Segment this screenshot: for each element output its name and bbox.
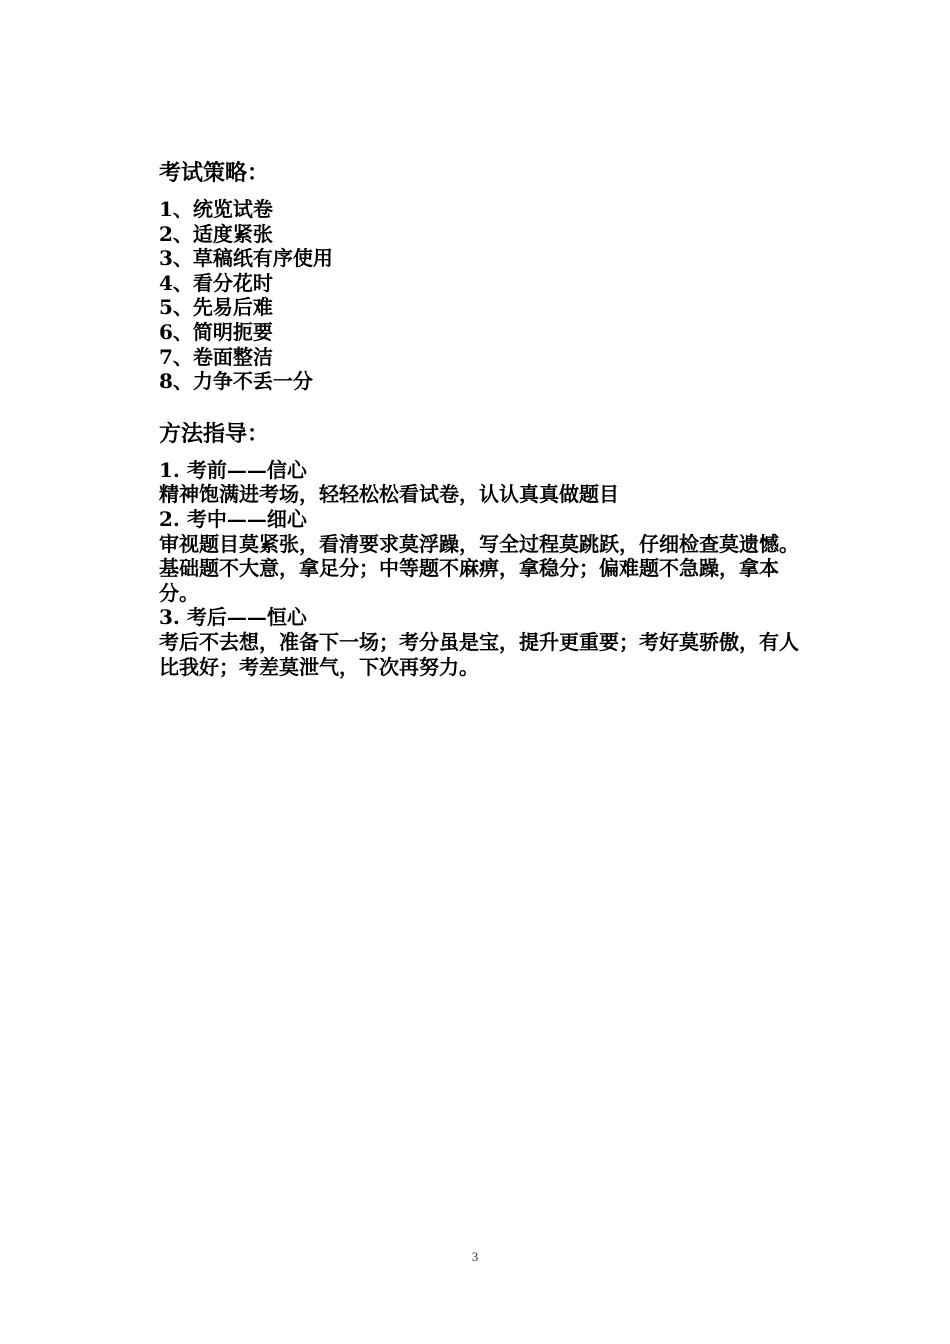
- strategy-item: 8、力争不丢一分: [159, 369, 313, 394]
- after-exam-text: 考后不去想，准备下一场；考分虽是宝，提升更重要；考好莫骄傲，有人比我好；考差莫泄气，下次再努力。: [159, 629, 799, 679]
- during-exam-text: 审视题目莫紧张，看清要求莫浮躁，写全过程莫跳跃，仔细检查莫遗憾。: [159, 531, 799, 556]
- page-content: [159, 157, 799, 679]
- before-exam-text: 精神饱满进考场，轻轻松松看试卷，认认真真做题目: [159, 482, 619, 507]
- strategy-heading: 考试策略：: [159, 161, 270, 186]
- strategy-item: 6、简明扼要: [159, 319, 273, 344]
- during-exam-text-questions: 基础题不大意，拿足分；中等题不麻痹，拿稳分；偏难题不急躁，拿本分。: [159, 556, 779, 605]
- strategy-item: 5、先易后难: [159, 295, 273, 320]
- after-exam-title: 3. 考后——恒心: [159, 605, 307, 630]
- strategy-item: 2、适度紧张: [159, 221, 273, 246]
- strategy-item: 3、草稿纸有序使用: [159, 246, 333, 271]
- page-number: 3: [471, 1249, 479, 1264]
- during-exam-title: 2. 考中——细心: [159, 506, 307, 531]
- strategy-list: [159, 197, 799, 394]
- strategy-item: 4、看分花时: [159, 270, 273, 295]
- before-exam-title: 1. 考前——信心: [159, 457, 307, 482]
- method-heading: 方法指导：: [159, 421, 270, 447]
- strategy-item: 1、统览试卷: [159, 197, 273, 221]
- section-spacer: [159, 394, 799, 418]
- strategy-item: 7、卷面整洁: [159, 344, 273, 369]
